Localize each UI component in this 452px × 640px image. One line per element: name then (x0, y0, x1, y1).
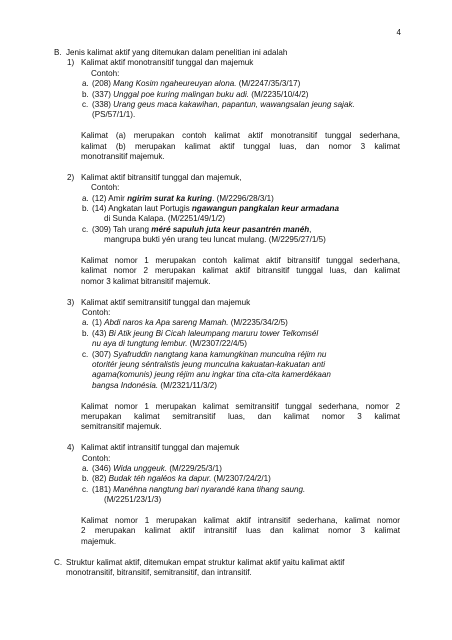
item-2-summary (54, 256, 400, 287)
example-text: Urang geus maca kakawihan, papantun, wawangsalan jeung sajak. (113, 100, 355, 110)
summary-line: Kalimat nomor 1 merupakan contoh kalimat aktif bitransitif tunggal sederhana, (81, 256, 400, 266)
example-num: (338) (92, 100, 111, 110)
example-2b (54, 204, 400, 214)
page-number: 4 (396, 28, 401, 37)
item-3-title (54, 298, 400, 308)
example-ref: (M/2307/22/4/5) (189, 339, 247, 349)
example-text: Budak téh ngaléos ka dapur. (108, 474, 212, 484)
example-text: Tah urang (113, 224, 150, 234)
example-3b (54, 329, 320, 350)
example-text: . (212, 193, 215, 203)
example-ref: (M/2247/35/3/17) (238, 79, 301, 89)
example-text: Amir (108, 193, 125, 203)
example-text: Angkatan laut Portugis (108, 204, 190, 214)
example-1c (54, 100, 400, 110)
section-b-heading-text: Jenis kalimat aktif yang ditemukan dalam penelitian ini adalah (66, 48, 288, 57)
example-label: b. (82, 89, 89, 99)
example-num: (12) (92, 193, 107, 203)
example-label: b. (82, 328, 89, 338)
example-2c-cont (54, 235, 400, 245)
example-text: Manéhna nangtung bari nyarandé kana tihang saung. (113, 484, 306, 494)
example-label: c. (82, 484, 89, 494)
item-3-contoh: Contoh: (82, 308, 111, 317)
example-num: (14) (92, 204, 107, 214)
section-c-line: Struktur kalimat aktif, ditemukan empat struktur kalimat aktif yaitu kalimat aktif (66, 557, 345, 567)
summary-line: nomor 3 kalimat bitransitif majemuk. (81, 276, 211, 286)
item-4-contoh: Contoh: (82, 453, 111, 463)
example-1a (54, 79, 400, 89)
example-num: (208) (92, 79, 111, 89)
example-ref: (M/229/25/3/1) (169, 464, 222, 474)
example-label: c. (82, 349, 89, 359)
example-num: (82) (92, 474, 107, 484)
item-1-contoh: Contoh: (91, 68, 120, 78)
example-num: (43) (92, 328, 107, 338)
example-bold: ngirim surat ka kuring (127, 193, 213, 203)
item-4-title-text: Kalimat aktif intransitif tunggal dan majemuk (81, 443, 240, 453)
section-c-letter: C. (54, 557, 63, 567)
summary-line: Kalimat nomor 1 merupakan kalimat semitransitif tunggal sederhana, nomor 2 (81, 401, 400, 411)
summary-line: Kalimat (a) merupakan contoh kalimat aktif monotransitif tunggal sederhana, (81, 131, 400, 141)
item-1-title-text: Kalimat aktif monotransitif tunggal dan majemuk (81, 58, 254, 68)
example-label: c. (82, 100, 89, 110)
example-num: (346) (92, 464, 111, 474)
summary-line: 2 merupakan kalimat aktif intransitif luas dan kalimat nomor 3 kalimat (81, 526, 400, 536)
example-label: a. (82, 464, 89, 474)
example-2a (54, 194, 400, 204)
example-text: Abdi naros ka Apa sareng Mamah. (104, 318, 229, 328)
section-b-letter: B. (54, 48, 62, 57)
example-label: c. (82, 224, 89, 234)
item-3-title-text: Kalimat aktif semitransitif tunggal dan majemuk (81, 297, 251, 307)
item-2-title-text: Kalimat aktif bitransitif tunggal dan majemuk, (81, 172, 242, 182)
example-label: b. (82, 204, 89, 214)
summary-line: semitransitif majemuk. (81, 422, 162, 432)
summary-line: monotransitif majemuk. (81, 152, 165, 162)
example-text: Bi Atik jeung Bi Cicah laleumpang maruru tower Telkomsél nu aya di tungtung lembur. (92, 328, 319, 349)
document-body (54, 48, 400, 578)
example-ref: (M/2295/27/1/5) (268, 235, 326, 245)
item-3-summary (54, 402, 400, 433)
item-4-title (54, 443, 400, 453)
example-4c (54, 485, 400, 495)
example-ref: (M/2235/34/2/5) (230, 318, 288, 328)
section-c (54, 558, 400, 579)
example-text: Mang Kosim ngaheureuyan alona. (113, 79, 237, 89)
example-ref: (M/2307/24/2/1) (213, 474, 271, 484)
example-ref: (M/2235/10/4/2) (251, 89, 309, 99)
example-bold: ngawangun pangkalan keur armadana (191, 204, 339, 214)
example-label: a. (82, 79, 89, 89)
example-ref: (M/2251/49/1/2) (167, 214, 226, 224)
example-1b (54, 90, 400, 100)
item-4-summary (54, 516, 400, 547)
item-4-num: 4) (67, 443, 75, 453)
example-num: (309) (92, 224, 111, 234)
example-num: (307) (92, 349, 111, 359)
example-1c-ref: (PS/57/1/1). (92, 110, 136, 120)
example-3c (54, 350, 342, 392)
item-3-num: 3) (67, 297, 75, 307)
example-2b-cont (54, 214, 400, 224)
example-4a (54, 464, 400, 474)
example-3a (54, 318, 400, 328)
item-1-summary (54, 131, 400, 162)
item-1-num: 1) (67, 58, 75, 68)
item-2-contoh: Contoh: (91, 183, 120, 193)
example-text: di Sunda Kalapa. (104, 214, 166, 224)
example-text: Syafruddin nangtang kana kamungkinan munculna réjim nu otoritér jeung séntralistis jeung munculna kakuatan-kakuatan anti agama(komunis) jeung réjim anu ingkar tina cita-cita kamerdékaan bangsa Indonésia. (92, 349, 331, 390)
example-bold: méré sapuluh juta keur pasantrén manéh (151, 224, 310, 234)
example-text: mangrupa bukti yén urang teu luncat mulang. (104, 235, 267, 245)
item-1-title (54, 58, 400, 68)
example-label: a. (82, 318, 89, 328)
section-b-heading (54, 48, 400, 58)
summary-line: Kalimat nomor 1 merupakan kalimat aktif intransitif sederhana, kalimat nomor (81, 516, 400, 526)
example-text: Wida unggeuk. (113, 464, 168, 474)
summary-line: kalimat (b) merupakan kalimat aktif tunggal luas, dan nomor 3 kalimat (81, 141, 400, 151)
example-2c: c. (309) Tah urang méré sapuluh juta keur pasantrén manéh, (82, 224, 312, 234)
summary-line: kalimat nomor 2 merupakan kalimat aktif bitransitif tunggal luas, dan kalimat (81, 266, 400, 276)
example-ref: (M/2296/28/3/1) (216, 193, 274, 203)
summary-line: majemuk. (81, 536, 117, 546)
item-2-title (54, 173, 400, 183)
example-ref: (M/2321/11/3/2) (160, 380, 217, 390)
example-label: b. (82, 474, 89, 484)
example-4c-ref: (M/2251/23/1/3) (104, 495, 162, 505)
section-c-line: monotransitif, bitransitif, semitransitif, dan intransitif. (66, 568, 252, 577)
example-label: a. (82, 193, 89, 203)
example-4b (54, 474, 400, 484)
item-2-num: 2) (67, 172, 75, 182)
summary-line: merupakan kalimat semitransitif luas, dan kalimat nomor 3 kalimat (81, 412, 400, 422)
example-num: (1) (92, 318, 102, 328)
example-num: (337) (92, 89, 111, 99)
example-text: Unggal poe kuring malingan buku adi. (113, 89, 250, 99)
example-num: (181) (92, 484, 111, 494)
